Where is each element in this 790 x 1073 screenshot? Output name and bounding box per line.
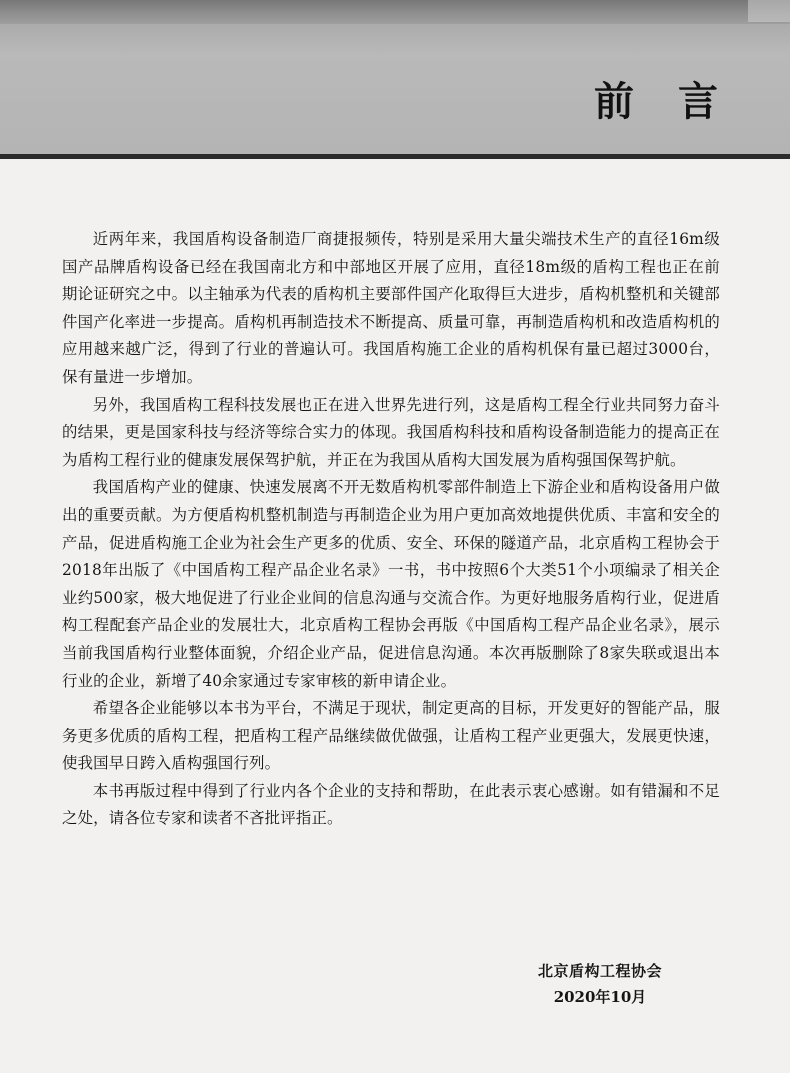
header-top-strip: [0, 0, 790, 24]
paragraph-2: 另外，我国盾构工程科技发展也正在进入世界先进行列，这是盾构工程全行业共同努力奋斗的结果，更是国家科技与经济等综合实力的体现。我国盾构科技和盾构设备制造能力的提高正在为盾构工程行业的健康发展保驾护航，并正在为我国从盾构大国发展为盾构强国保驾护航。: [62, 395, 720, 469]
paragraph-3: 我国盾构产业的健康、快速发展离不开无数盾构机零部件制造上下游企业和盾构设备用户做出的重要贡献。为方便盾构机整机制造与再制造企业为用户更加高效地提供优质、丰富和安全的产品，促进盾构施工企业为社会生产更多的优质、安全、环保的隧道产品，北京盾构工程协会于2018年出版了《中国盾构工程产品企业名录》一书，书中按照6个大类51个小项编录了相关企业约500家，极大地促进了行业企业间的信息沟通与交流合作。为更好地服务盾构行业，促进盾构工程配套产品企业的发展壮大，北京盾构工程协会再版《中国盾构工程产品企业名录》，展示当前我国盾构行业整体面貌，介绍企业产品，促进信息沟通。本次再版删除了8家失联或退出本行业的企业，新增了40余家通过专家审核的新申请企业。: [62, 478, 720, 690]
paragraph-4: 希望各企业能够以本书为平台，不满足于现状，制定更高的目标，开发更好的智能产品，服务更多优质的盾构工程，把盾构工程产品继续做优做强，让盾构工程产业更强大，发展更快速，使我国早日跨入盾构强国行列。: [62, 699, 720, 773]
preface-body: [62, 226, 720, 833]
paragraph-5: 本书再版过程中得到了行业内各个企业的支持和帮助，在此表示衷心感谢。如有错漏和不足之处，请各位专家和读者不吝批评指正。: [62, 781, 720, 828]
paragraph-1: 近两年来，我国盾构设备制造厂商捷报频传，特别是采用大量尖端技术生产的直径16m级国产品牌盾构设备已经在我国南北方和中部地区开展了应用，直径18m级的盾构工程也正在前期论证研究之中。以主轴承为代表的盾构机主要部件国产化取得巨大进步，盾构机整机和关键部件国产化率进一步提高。盾构机再制造技术不断提高、质量可靠，再制造盾构机和改造盾构机的应用越来越广泛，得到了行业的普遍认可。我国盾构施工企业的盾构机保有量已超过3000台，保有量进一步增加。: [62, 230, 720, 386]
signature-block: [500, 958, 700, 1010]
header-divider: [0, 154, 790, 159]
header-corner-mark: [748, 0, 790, 22]
signature-date: 2020年10月: [553, 988, 647, 1006]
page-title: 前言: [594, 79, 762, 125]
signature-organization: 北京盾构工程协会: [537, 962, 662, 980]
header-band: [0, 0, 790, 155]
